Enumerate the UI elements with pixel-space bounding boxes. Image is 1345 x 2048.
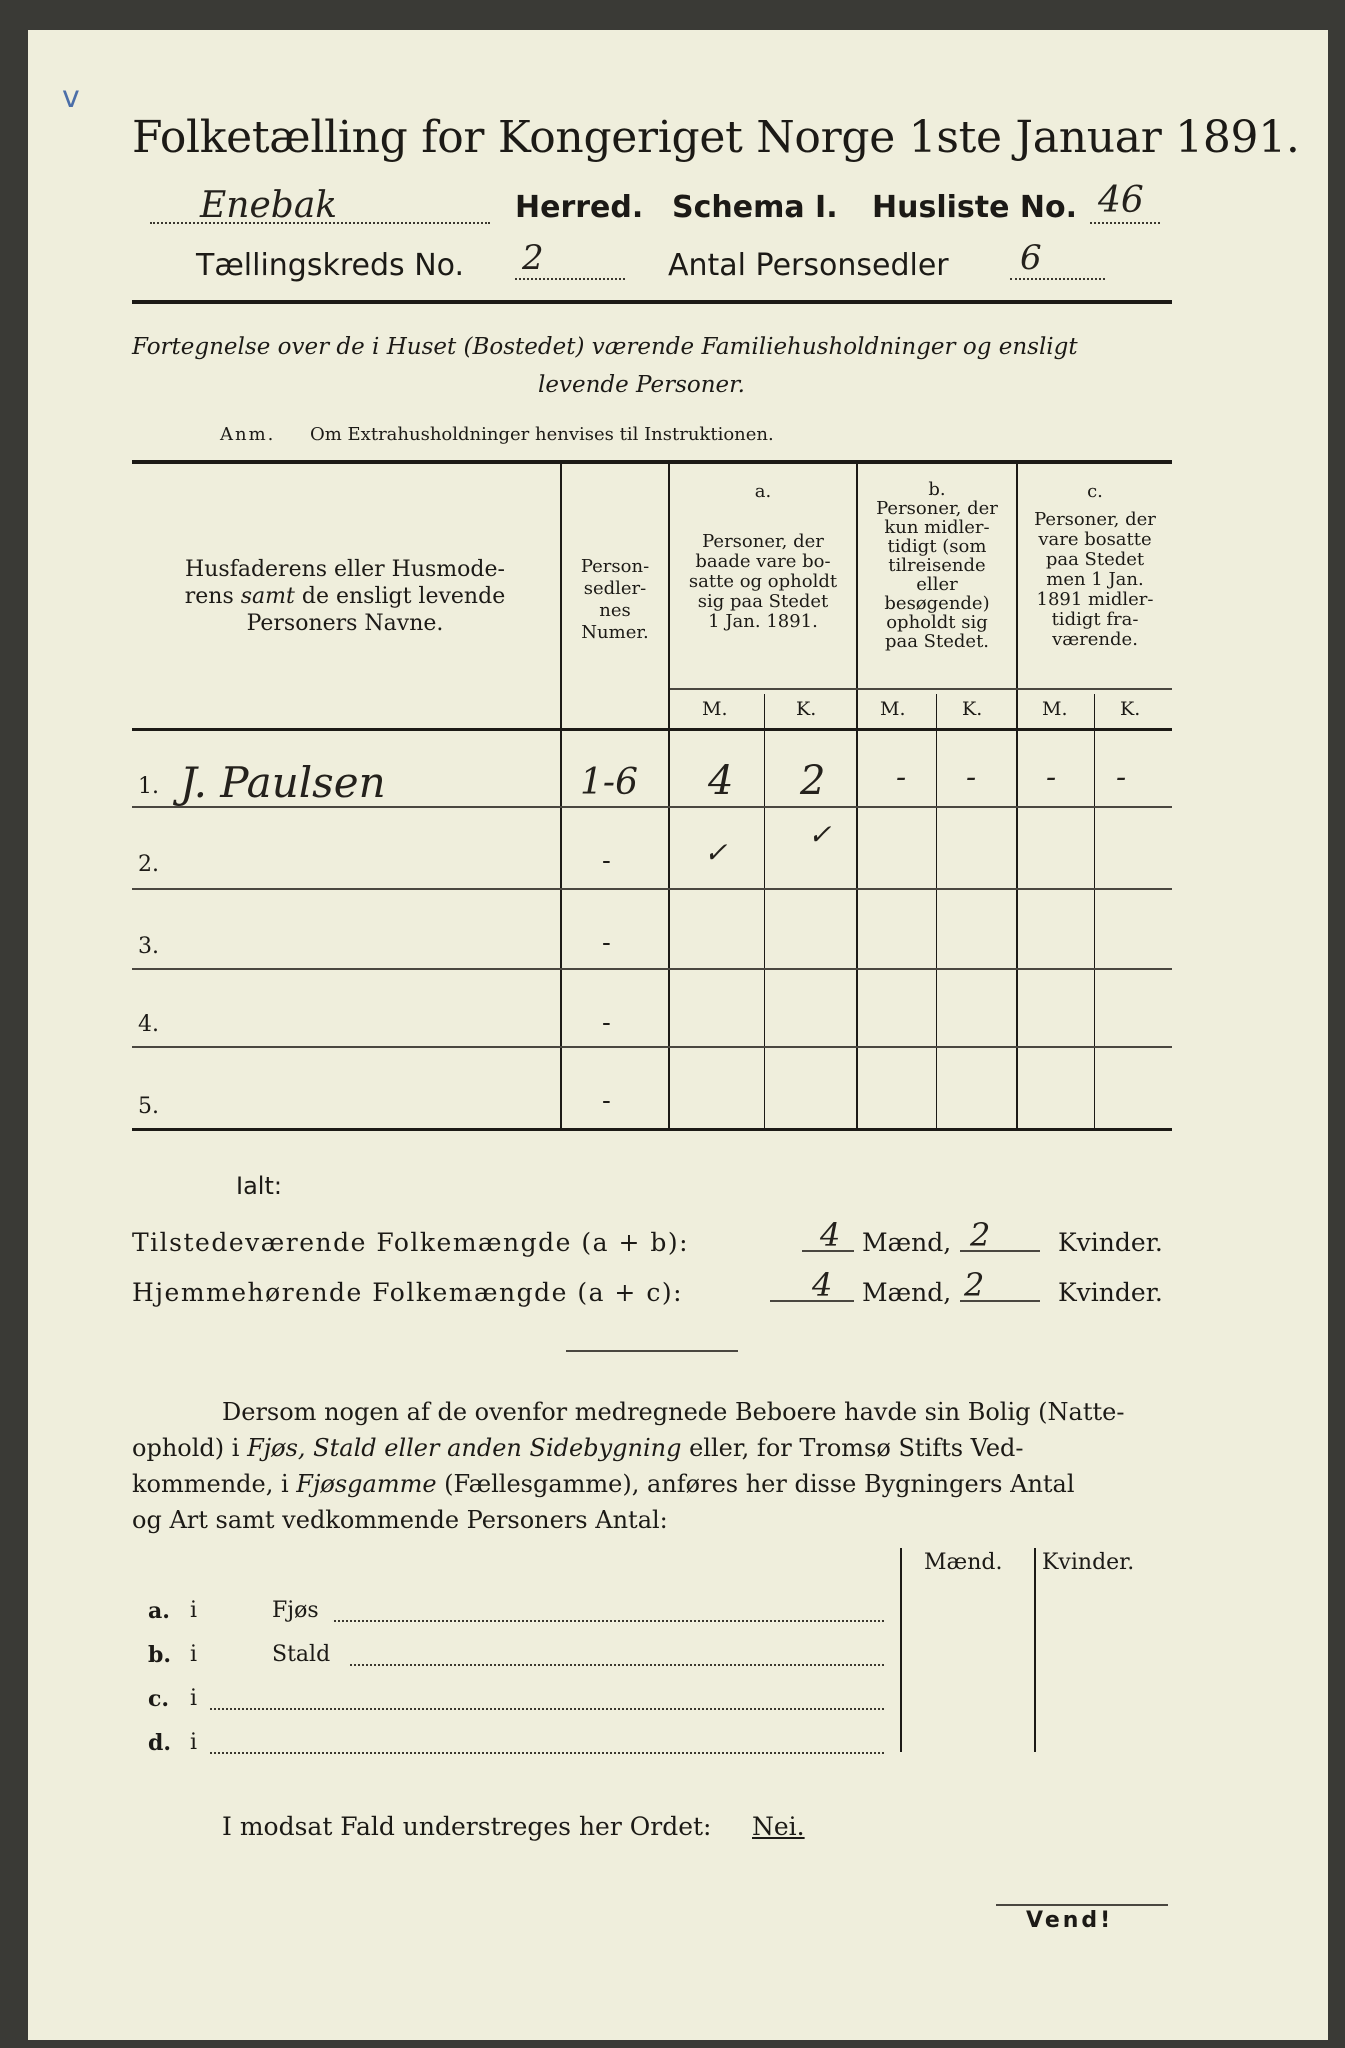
personsedler-dotted-line [1010,278,1105,280]
vend-label: Vend! [1026,1908,1114,1933]
kreds-value: 2 [522,238,544,278]
vend-rule [996,1904,1168,1906]
personsedler-value: 6 [1020,238,1042,278]
col-c-m-label: M. [1042,698,1068,720]
husliste-value: 46 [1098,180,1144,221]
col-divider-bm-bk [936,694,937,1128]
totals-line-2-m: 4 [812,1266,833,1304]
table-row-1-number: 1. [138,774,159,799]
buildings-row-a-dots [334,1620,884,1622]
col-b-k-label: K. [962,698,983,720]
col-header-numer: Person- sedler- nes Numer. [580,556,650,643]
col-a-k-label: K. [796,698,817,720]
totals-line-2-kvinder: Kvinder. [1058,1278,1163,1307]
buildings-row-b-i: i [190,1642,198,1667]
totals-line-1-kvinder: Kvinder. [1058,1228,1163,1257]
col-header-names: Husfaderens eller Husmode- rens samt de ensligt levende Personers Navne. [184,557,506,636]
personsedler-label: Antal Personsedler [668,248,949,283]
husliste-label: Husliste No. [872,190,1077,225]
totals-line-1-k: 2 [970,1216,991,1254]
table-row-1-b-k: - [966,760,977,795]
kreds-dotted-line [515,278,625,280]
mk-subhead-rule [670,688,1172,690]
buildings-row-a-letter: a. [148,1598,170,1624]
table-row-4-numer: - [602,1008,611,1038]
form-title: Folketælling for Kongeriget Norge 1ste Januar 1891. [132,112,1300,163]
table-row-2-numer: - [602,846,611,876]
modsat-word: Nei. [752,1812,805,1841]
table-row-1-a-k: 2 [800,758,826,804]
table-row-1-c-m: - [1046,760,1057,795]
buildings-row-b-label: Stald [272,1642,331,1667]
table-row-1-name: J. Paulsen [180,758,386,807]
col-header-a: a. Personer, der baade vare bo- satte og opholdt sig paa Stedet 1 Jan. 1891. [688,481,838,632]
buildings-row-d-dots [210,1752,884,1754]
buildings-para-line-2: ophold) i Fjøs, Stald eller anden Sidebygning eller, for Tromsø Stifts Ved- [132,1434,1024,1462]
table-row-2-a-m: ✓ [704,836,728,869]
schema-label: Schema I. [672,190,838,225]
buildings-col-kvinder: Kvinder. [1042,1550,1135,1575]
buildings-row-b-dots [350,1664,884,1666]
table-row-1-a-m: 4 [708,758,734,804]
col-header-c: c. Personer, der vare bosatte paa Stedet men 1 Jan. 1891 midler- tidigt fra- værende. [1034,481,1156,650]
buildings-para-line-4: og Art samt vedkommende Personers Antal: [132,1506,668,1534]
buildings-col-divider-2 [1034,1548,1036,1752]
ialt-label: Ialt: [236,1172,282,1200]
col-header-b: b. Personer, der kun midler- tidigt (som tilreisende eller besøgende) opholdt sig paa Stedet. [876,479,998,652]
table-row-4-number: 4. [138,1012,159,1037]
col-divider-cm-ck [1094,694,1095,1128]
husliste-dotted-line [1090,222,1160,224]
table-row-1-numer: 1-6 [580,762,638,803]
buildings-row-c-letter: c. [148,1686,170,1712]
totals-line-1-maend: Mænd, [862,1228,952,1257]
buildings-col-divider-1 [900,1548,902,1752]
row-3-line [132,968,1172,970]
col-a-m-label: M. [702,698,728,720]
buildings-col-maend: Mænd. [924,1550,1003,1575]
table-row-2-number: 2. [138,852,159,877]
buildings-row-d-letter: d. [148,1730,172,1756]
row-4-line [132,1046,1172,1048]
buildings-row-a-label: Fjøs [272,1598,319,1623]
intro-line-2: levende Personer. [538,372,745,398]
kreds-label: Tællingskreds No. [196,248,464,283]
table-row-3-numer: - [602,928,611,958]
totals-line-1-label: Tilstedeværende Folkemængde (a + b): [132,1228,690,1257]
table-row-1-b-m: - [896,760,907,795]
table-row-3-number: 3. [138,934,159,959]
herred-value: Enebak [200,185,338,226]
anm-text: Om Extrahusholdninger henvises til Instruktionen. [310,424,774,445]
table-row-5-numer: - [602,1086,611,1116]
corner-mark: v [62,80,80,115]
table-row-1-c-k: - [1116,760,1127,795]
anm-prefix: Anm. [220,424,276,445]
col-divider-am-ak [764,694,765,1128]
totals-line-2-k: 2 [964,1266,985,1304]
table-row-2-a-k: ✓ [808,818,832,851]
col-b-m-label: M. [880,698,906,720]
totals-line-2-label: Hjemmehørende Folkemængde (a + c): [132,1278,683,1307]
totals-line-1-m: 4 [820,1216,841,1254]
buildings-para-line-1: Dersom nogen af de ovenfor medregnede Beboere havde sin Bolig (Natte- [222,1398,1125,1426]
buildings-row-a-i: i [190,1598,198,1623]
modsat-text: I modsat Fald understreges her Ordet: [222,1812,712,1841]
buildings-row-c-i: i [190,1686,198,1711]
census-form-page [28,30,1328,2040]
buildings-para-line-3: kommende, i Fjøsgamme (Fællesgamme), anføres her disse Bygningers Antal [132,1470,1075,1498]
col-c-k-label: K. [1120,698,1141,720]
intro-line-1: Fortegnelse over de i Huset (Bostedet) værende Familiehusholdninger og ensligt [132,334,1078,360]
buildings-row-b-letter: b. [148,1642,172,1668]
buildings-row-d-i: i [190,1730,198,1755]
totals-line-2-maend: Mænd, [862,1278,952,1307]
herred-label: Herred. [515,190,644,225]
row-2-line [132,888,1172,890]
buildings-row-c-dots [210,1708,884,1710]
section-divider [566,1350,738,1352]
table-row-5-number: 5. [138,1094,159,1119]
header-rule [132,300,1172,304]
